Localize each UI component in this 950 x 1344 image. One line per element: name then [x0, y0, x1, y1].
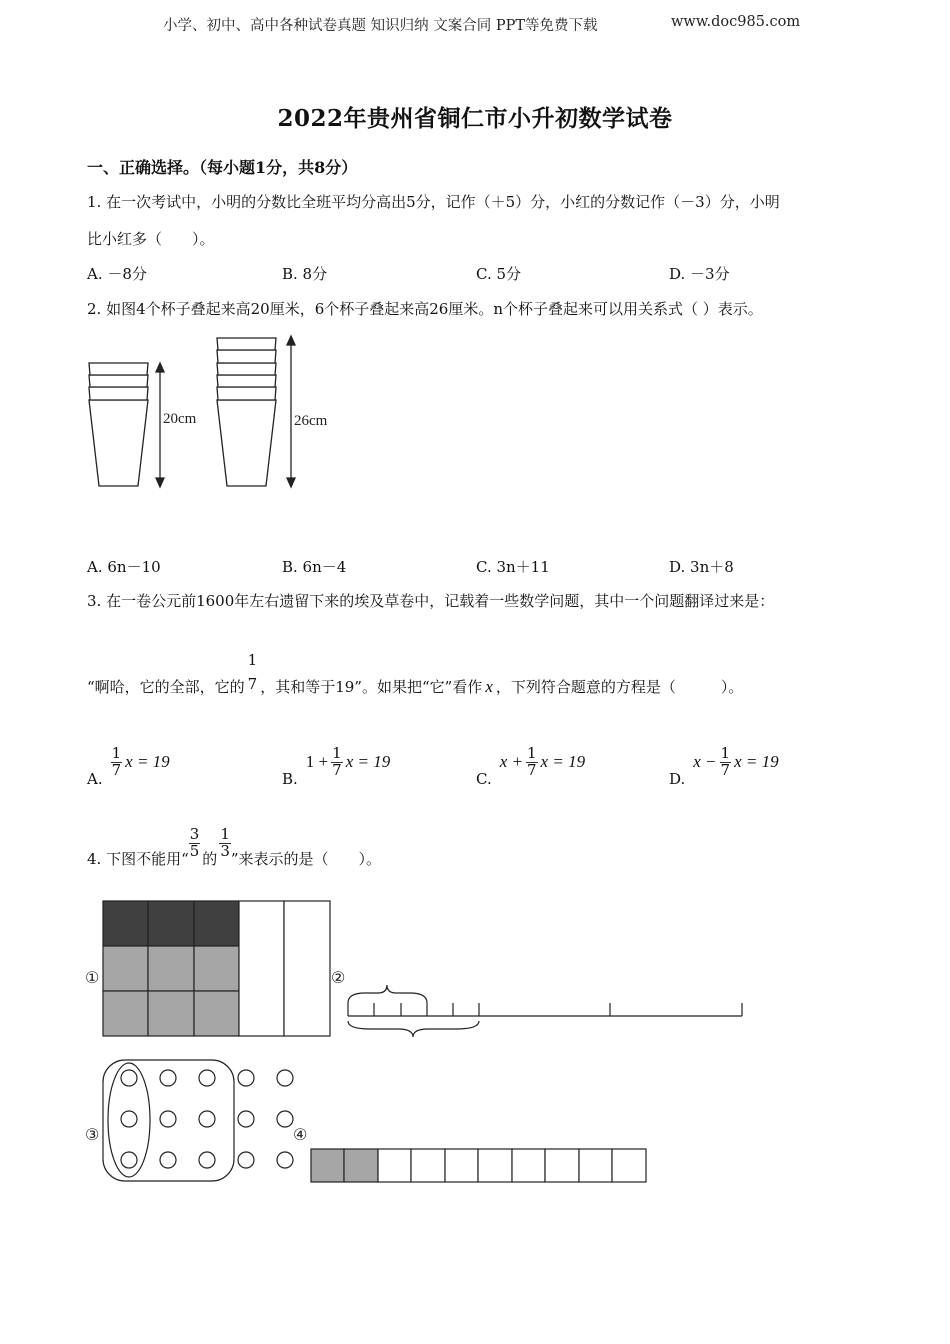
fraction-denominator: 7: [332, 760, 342, 779]
option-letter: D.: [669, 770, 686, 788]
cup-rim: [217, 338, 276, 350]
q3-variable: x: [485, 676, 493, 696]
option-fraction: [526, 743, 538, 779]
q3-option-a: [87, 736, 170, 788]
fraction-denominator: 7: [111, 760, 122, 779]
cup-rim: [217, 350, 276, 363]
fraction-denominator: 3: [220, 842, 230, 860]
fraction-denominator: 7: [247, 674, 258, 693]
fraction-denominator: 7: [720, 760, 731, 779]
figure-label-2: ②: [331, 970, 346, 987]
q3-text-line1: 3. 在一卷公元前1600年左右遗留下来的埃及草卷中，记载着一些数学问题，其中一个问题翻译过来是：: [87, 592, 775, 610]
option-fraction: [111, 743, 123, 779]
q4-text-part-b: 的: [202, 850, 218, 868]
option-expression: x = 19: [734, 752, 779, 771]
fraction-numerator: 1: [247, 650, 258, 669]
header-tagline: 小学、初中、高中各种试卷真题 知识归纳 文案合同 PPT等免费下载: [163, 18, 598, 34]
q1-text-line2: 比小红多（ ）。: [87, 230, 215, 248]
q4-text-part-c: ”来表示的是（ ）。: [230, 850, 382, 868]
cup-rim: [217, 387, 276, 400]
fraction-numerator: 1: [332, 743, 342, 762]
fraction-denominator: 5: [189, 842, 200, 860]
figure-2-line: [348, 985, 742, 1037]
fraction-numerator: 1: [111, 743, 122, 762]
label-26cm: 26cm: [294, 413, 328, 429]
q1-option-c: C. 5分: [476, 265, 522, 283]
option-expression: x = 19: [125, 752, 170, 771]
fraction-numerator: 1: [220, 825, 230, 844]
cup-rim: [89, 363, 148, 375]
page-title: 2022年贵州省铜仁市小升初数学试卷: [277, 105, 673, 132]
q4-text: [87, 818, 381, 869]
q3-option-c: [476, 736, 585, 788]
option-expression: x = 19: [540, 752, 586, 771]
figure-label-4: ④: [293, 1127, 308, 1144]
q2-text: 2. 如图4个杯子叠起来高20厘米，6个杯子叠起来高26厘米。n个杯子叠起来可以用关系式（ ）表示。: [87, 300, 763, 318]
q2-cups-figure: [80, 330, 350, 500]
figure-label-1: ①: [85, 970, 100, 987]
fraction-denominator: 7: [527, 760, 537, 779]
q3-option-b: [282, 736, 390, 788]
q2-option-b: B. 6n－4: [282, 558, 347, 576]
q4-fraction-1: [189, 827, 201, 860]
option-letter: B.: [282, 770, 298, 788]
figure-4-strip: [311, 1149, 646, 1182]
option-fraction: [331, 743, 343, 779]
q2-option-c: C. 3n＋11: [476, 558, 550, 576]
figure-1-grid: [103, 901, 330, 1036]
q1-option-d: D. －3分: [669, 265, 730, 283]
option-letter: A.: [87, 770, 103, 788]
option-expression: x = 19: [345, 752, 391, 771]
fraction-numerator: 3: [189, 825, 200, 844]
q1-option-a: A. －8分: [87, 265, 147, 283]
label-20cm: 20cm: [163, 411, 197, 427]
cup-rim: [217, 375, 276, 387]
q3-line2-part-b: ，其和等于19”。如果把“它”看作: [260, 678, 483, 696]
q1-option-b: B. 8分: [282, 265, 328, 283]
q2-option-a: A. 6n－10: [87, 558, 161, 576]
option-prefix: 1 +: [305, 752, 329, 771]
cup-rim: [89, 375, 148, 387]
bottom-brace: [348, 1021, 479, 1037]
figure-label-3: ③: [85, 1127, 100, 1144]
cup-shape: [217, 400, 276, 486]
q3-option-d: [669, 736, 779, 788]
figure-3-circles: [103, 1060, 293, 1181]
top-brace: [348, 985, 427, 1003]
option-prefix: x +: [499, 752, 523, 771]
q1-text-line1: 1. 在一次考试中，小明的分数比全班平均分高出5分，记作（＋5）分，小红的分数记作（－3）分，小明: [87, 193, 780, 211]
q3-line2-part-c: ，下列符合题意的方程是（ ）。: [495, 678, 744, 696]
q3-text-line2: [87, 648, 743, 697]
q3-line2-part-a: “啊哈，它的全部，它的: [87, 678, 245, 696]
header-site[interactable]: www.doc985.com: [671, 14, 801, 30]
q4-fraction-2: [219, 827, 231, 860]
q4-figures: [80, 895, 760, 1190]
q4-text-part-a: 4. 下图不能用“: [87, 850, 189, 868]
cup-rim: [217, 363, 276, 375]
option-fraction: [720, 743, 732, 779]
cup-shape: [89, 400, 148, 486]
option-letter: C.: [476, 770, 492, 788]
option-prefix: x −: [693, 752, 717, 771]
section-heading: 一、正确选择。（每小题1分，共8分）: [87, 158, 358, 177]
q2-option-d: D. 3n＋8: [669, 558, 734, 576]
cup-rim: [89, 387, 148, 400]
q3-fraction: [247, 650, 259, 693]
fraction-numerator: 1: [527, 743, 537, 762]
fraction-numerator: 1: [720, 743, 731, 762]
